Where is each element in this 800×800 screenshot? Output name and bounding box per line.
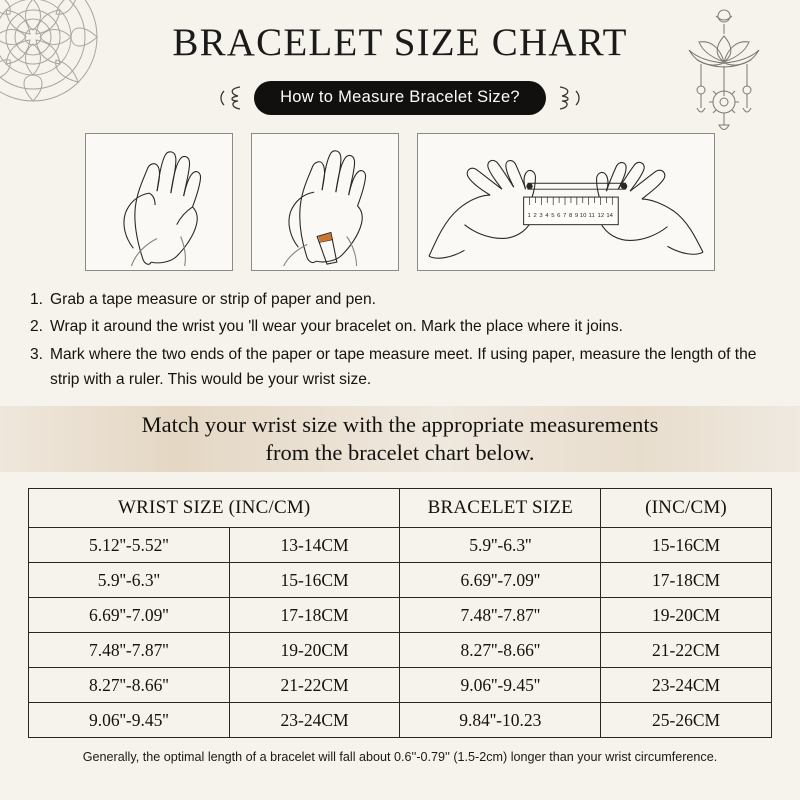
- cell-wrist-cm: 23-24CM: [229, 703, 400, 738]
- svg-text:11: 11: [588, 212, 595, 219]
- cell-bracelet-inch: 5.9''-6.3'': [400, 528, 601, 563]
- cell-wrist-cm: 15-16CM: [229, 563, 400, 598]
- hand-with-tape-measure-icon: [86, 134, 232, 270]
- illustration-hands-measuring-with-ruler: [417, 133, 715, 271]
- hand-wrapping-strip-icon: [252, 134, 398, 270]
- footnote: Generally, the optimal length of a bracelet will fall about 0.6''-0.79'' (1.5-2cm) longer than your wrist circumference.: [82, 750, 718, 764]
- svg-text:4: 4: [545, 212, 549, 219]
- cell-wrist-inch: 7.48''-7.87'': [29, 633, 230, 668]
- svg-text:8: 8: [568, 212, 573, 219]
- banner-line-2: from the bracelet chart below.: [265, 440, 535, 465]
- svg-text:5: 5: [551, 212, 555, 219]
- cell-bracelet-cm: 15-16CM: [601, 528, 772, 563]
- banner-line-1: Match your wrist size with the appropriate measurements: [141, 411, 659, 437]
- hands-measuring-ruler-icon: [418, 134, 714, 270]
- size-table: [28, 488, 772, 738]
- cell-bracelet-inch: 6.69''-7.09'': [400, 563, 601, 598]
- svg-text:3: 3: [539, 212, 543, 219]
- table-header-row: [29, 489, 772, 528]
- cell-bracelet-cm: 19-20CM: [601, 598, 772, 633]
- svg-text:2: 2: [533, 212, 537, 219]
- subtitle-pill: How to Measure Bracelet Size?: [254, 81, 546, 115]
- svg-text:6: 6: [557, 212, 561, 219]
- cell-bracelet-cm: 25-26CM: [601, 703, 772, 738]
- cell-wrist-inch: 9.06''-9.45'': [29, 703, 230, 738]
- cell-wrist-inch: 5.9''-6.3'': [29, 563, 230, 598]
- table-row: [29, 633, 772, 668]
- svg-text:7: 7: [563, 212, 567, 219]
- instruction-step: [30, 314, 774, 339]
- page-title: BRACELET SIZE CHART: [172, 21, 628, 64]
- size-table-wrapper: [0, 488, 800, 738]
- step-text: Grab a tape measure or strip of paper and pen.: [50, 291, 376, 308]
- illustration-hand-with-tape-measure: [85, 133, 233, 271]
- flourish-right-icon: [556, 83, 582, 113]
- instruction-step: [30, 342, 774, 393]
- step-number: 3.: [30, 345, 44, 363]
- step-text: Mark where the two ends of the paper or tape measure meet. If using paper, measure the length of the strip with a ruler. This would be your wrist size.: [50, 345, 757, 388]
- step-number: 1.: [30, 291, 44, 308]
- cell-bracelet-cm: 17-18CM: [601, 563, 772, 598]
- flourish-left-icon: [218, 83, 244, 113]
- svg-text:10: 10: [579, 212, 587, 219]
- step-text: Wrap it around the wrist you 'll wear your bracelet on. Mark the place where it joins.: [50, 318, 624, 336]
- svg-text:1: 1: [527, 212, 531, 219]
- cell-bracelet-inch: 9.06''-9.45'': [400, 668, 601, 703]
- table-row: [29, 703, 772, 738]
- header-wrist-size: WRIST SIZE (INC/CM): [29, 489, 400, 528]
- cell-wrist-inch: 5.12''-5.52'': [29, 528, 230, 563]
- cell-bracelet-inch: 9.84''-10.23: [400, 703, 601, 738]
- svg-text:12: 12: [597, 212, 605, 219]
- illustration-row: [0, 133, 800, 271]
- cell-wrist-inch: 8.27''-8.66'': [29, 668, 230, 703]
- svg-text:9: 9: [574, 212, 579, 219]
- instruction-step: [30, 287, 774, 312]
- table-row: [29, 563, 772, 598]
- cell-bracelet-inch: 7.48''-7.87'': [400, 598, 601, 633]
- cell-wrist-inch: 6.69''-7.09'': [29, 598, 230, 633]
- cell-wrist-cm: 13-14CM: [229, 528, 400, 563]
- table-row: [29, 598, 772, 633]
- cell-wrist-cm: 21-22CM: [229, 668, 400, 703]
- cell-wrist-cm: 19-20CM: [229, 633, 400, 668]
- table-row: [29, 668, 772, 703]
- header-bracelet-unit: (INC/CM): [601, 489, 772, 528]
- cell-bracelet-inch: 8.27''-8.66'': [400, 633, 601, 668]
- table-row: [29, 528, 772, 563]
- step-number: 2.: [30, 318, 44, 336]
- header-bracelet-size: BRACELET SIZE: [400, 489, 601, 528]
- match-size-banner: [0, 406, 800, 472]
- cell-bracelet-cm: 21-22CM: [601, 633, 772, 668]
- instruction-steps: [0, 287, 800, 392]
- subtitle-row: [0, 81, 800, 115]
- svg-text:14: 14: [606, 212, 613, 219]
- illustration-hand-wrapping-paper-strip: [251, 133, 399, 271]
- cell-wrist-cm: 17-18CM: [229, 598, 400, 633]
- cell-bracelet-cm: 23-24CM: [601, 668, 772, 703]
